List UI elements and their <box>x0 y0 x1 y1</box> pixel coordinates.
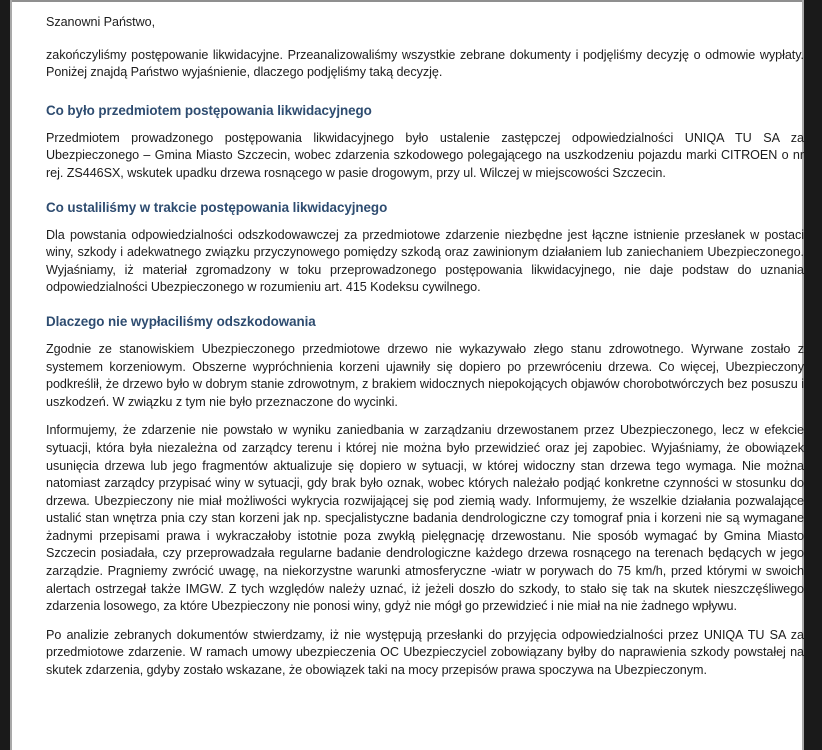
scan-edge-left <box>0 0 10 750</box>
section-2-paragraph-2: Po analizie zebranych dokumentów stwierdzamy, iż nie występują przesłanki do przyjęcia odpowiedzialności przez UNIQA TU SA za przedmiotowe zdarzenie. W ramach umowy ubezpieczenia OC Ubezpieczyciel zobowiązany byłby do naprawienia szkody powstałej na skutek zdarzenia, gdyby zostało wskazane, że obowiązek taki na mocy przepisów prawa spoczywa na Ubezpieczonym. <box>46 627 804 678</box>
document-body <box>46 0 804 750</box>
salutation: Szanowni Państwo, <box>46 15 156 29</box>
scan-edge-left-hairline <box>10 0 12 750</box>
section-heading-subject-of-proceedings: Co było przedmiotem postępowania likwidacyjnego <box>46 102 372 118</box>
section-2-paragraph-1: Informujemy, że zdarzenie nie powstało w wyniku zaniedbania w zarządzaniu drzewostanem przez Ubezpieczonego, lecz w efekcie sytuacji, która była niezależna od zarządcy terenu i której nie można było przewidzieć oraz jej zapobiec. Wyjaśniamy, że obowiązek usunięcia drzewa lub jego fragmentów aktualizuje się dopiero w sytuacji, w której widoczny stan drzewa tego wymaga. Nie można natomiast zarządcy przypisać winy w sytuacji, gdy brak było oznak, wobec których należało podjąć konkretne czynności w stosunku do drzewa. Ubezpieczony nie miał możliwości wykrycia rozwijającej się pod ziemią wady. Informujemy, że wszelkie działania pozwalające ustalić stan wnętrza pnia czy stan korzeni jak np. specjalistyczne badania dendrologiczne czy tomograf pnia i korzeni nie są wymagane żadnymi przepisami prawa i wykraczałoby istotnie poza zwykłą pielęgnację drzewostanu. Nie sposób wymagać by Gmina Miasto Szczecin posiadała, czy przeprowadzała regularne badanie dendrologiczne każdego drzewa rosnącego na terenach będących w jego zarządzie. Pragniemy zwrócić uwagę, na niekorzystne warunki atmosferyczne -wiatr w porywach do 75 km/h, przed którymi w swoich alertach ostrzegał także IMGW. Z tych względów należy uznać, iż jeżeli doszło do szkody, to stało się tak na skutek nieszczęśliwego zdarzenia losowego, za które Ubezpieczony nie ponosi winy, gdyż nie mógł go przewidzieć i nie miał na nie żadnego wpływu. <box>46 423 804 614</box>
section-heading-reason-for-denial: Dlaczego nie wypłaciliśmy odszkodowania <box>46 313 316 329</box>
section-1-paragraph-0: Dla powstania odpowiedzialności odszkodowawczej za przedmiotowe zdarzenie niezbędne jest łączne istnienie przesłanek w postaci winy, szkody i adekwatnego związku przyczynowego pomiędzy szkodą oraz zawinionym działaniem lub zaniechaniem Ubezpieczonego. Wyjaśniamy, iż materiał zgromadzony w toku przeprowadzonego postępowania likwidacyjnego, nie daje podstaw do uznania odpowiedzialności Ubezpieczonego w rozumieniu art. 415 Kodeksu cywilnego. <box>46 227 804 295</box>
section-heading-findings: Co ustaliliśmy w trakcie postępowania likwidacyjnego <box>46 199 388 215</box>
intro-paragraph: zakończyliśmy postępowanie likwidacyjne. Przeanalizowaliśmy wszystkie zebrane dokumenty i podjęliśmy decyzję o odmowie wypłaty. Poniżej znajdą Państwo wyjaśnienie, dlaczego podjęliśmy taką decyzję. <box>46 47 804 80</box>
section-2-paragraph-0: Zgodnie ze stanowiskiem Ubezpieczonego przedmiotowe drzewo nie wykazywało złego stanu zdrowotnego. Wyrwane zostało z systemem korzeniowym. Obszerne wypróchnienia korzeni ujawniły się dopiero po przewróceniu drzewa. Co więcej, Ubezpieczony podkreślił, że drzewo było w dobrym stanie zdrowotnym, z brakiem widocznych niepokojących objawów chorobotwórczych bez posuszu i uszkodzeń. W związku z tym nie było przeznaczone do wycinki. <box>46 341 804 409</box>
scan-edge-right <box>804 0 822 750</box>
section-0-paragraph-0: Przedmiotem prowadzonego postępowania likwidacyjnego było ustalenie zastępczej odpowiedzialności UNIQA TU SA za Ubezpieczonego – Gmina Miasto Szczecin, wobec zdarzenia szkodowego polegającego na uszkodzeniu pojazdu marki CITROEN o nr rej. ZS446SX, wskutek upadku drzewa rosnącego w pasie drogowym, przy ul. Wilczej w miejscowości Szczecin. <box>46 130 804 180</box>
